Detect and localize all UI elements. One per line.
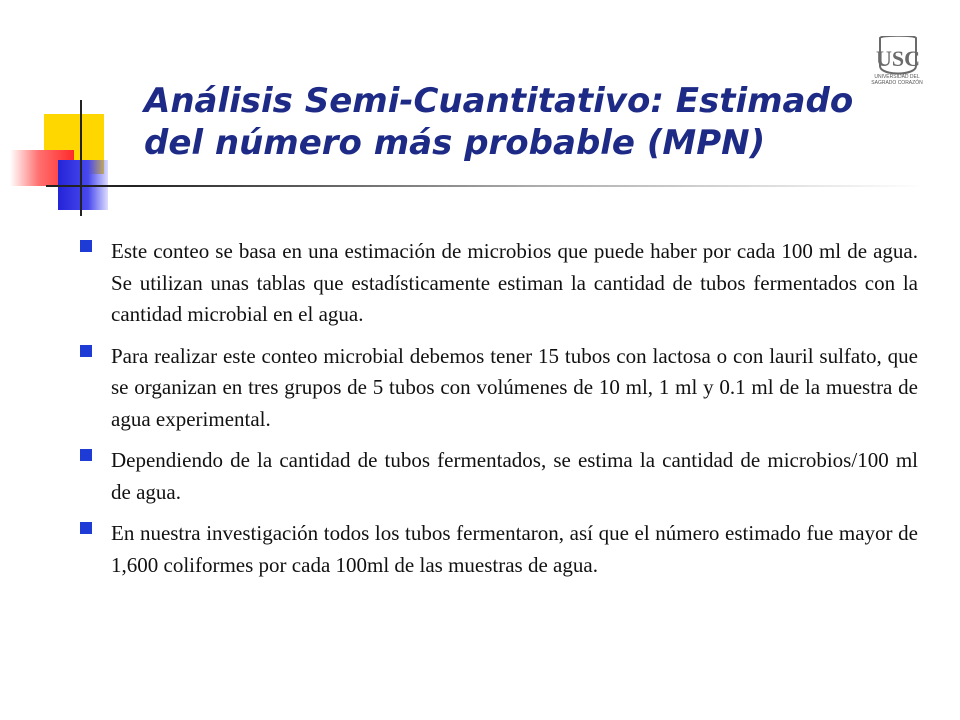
bullet-text: Dependiendo de la cantidad de tubos fermentados, se estima la cantidad de microbios/100 ml de agua. [111,448,918,504]
bullet-list [78,236,918,591]
logo-caption-line2: SAGRADO CORAZÓN [871,80,923,86]
bullet-item [78,518,918,581]
decorative-vertical-line [80,100,82,216]
title-underline [46,185,926,187]
square-bullet-icon [80,522,92,534]
logo-caption-line1: UNIVERSIDAD DEL [874,74,920,80]
bullet-item [78,341,918,436]
bullet-text: En nuestra investigación todos los tubos fermentaron, así que el número estimado fue mayor de 1,600 coliformes por cada 100ml de las muestras de agua. [111,521,918,577]
logo-letters: USC [875,46,921,71]
bullet-item [78,445,918,508]
square-bullet-icon [80,240,92,252]
slide-title [144,80,944,164]
bullet-text: Este conteo se basa en una estimación de microbios que puede haber por cada 100 ml de agua. Se utilizan unas tablas que estadísticamente estiman la cantidad de tubos fermentados con la cantidad microbial en el agua. [111,239,918,326]
bullet-text: Para realizar este conteo microbial debemos tener 15 tubos con lactosa o con lauril sulfato, que se organizan en tres grupos de 5 tubos con volúmenes de 10 ml, 1 ml y 0.1 ml de la muestra de agua experimental. [111,343,918,431]
slide-title-line2: del número más probable (MPN) [144,123,766,163]
slide-title-line1: Análisis Semi-Cuantitativo: Estimado [144,81,854,121]
square-bullet-icon [80,449,92,461]
square-bullet-icon [80,345,92,357]
bullet-item [78,236,918,331]
